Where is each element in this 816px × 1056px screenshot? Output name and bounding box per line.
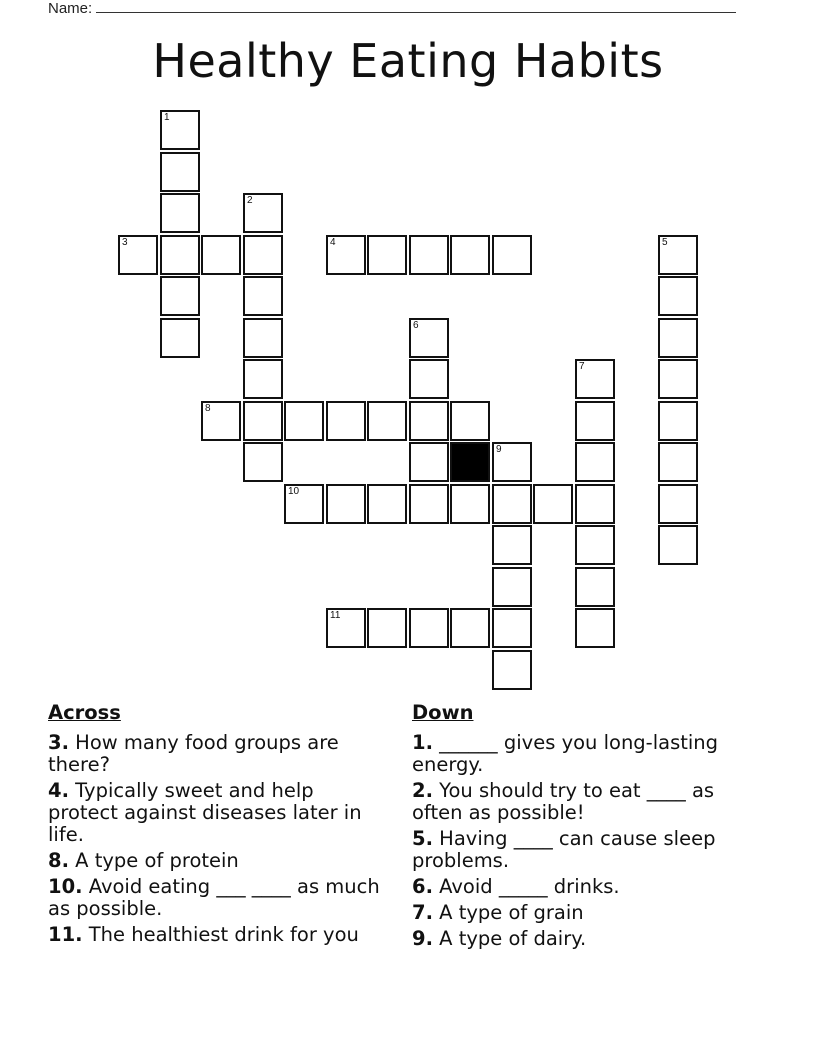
grid-cell[interactable] [658,484,698,524]
grid-cell[interactable] [326,608,366,648]
grid-cell[interactable] [450,608,490,648]
grid-cell[interactable] [367,235,407,275]
clue-number: 4 [330,237,336,248]
name-label: Name: [48,0,93,17]
grid-cell[interactable] [658,401,698,441]
page-title: Healthy Eating Habits [152,34,664,88]
grid-cell[interactable] [575,401,615,441]
clue-down-9: 9. A type of dairy. [412,927,587,950]
clue-across-3: 3. How many food groups are there? [48,731,339,776]
grid-cell[interactable] [367,401,407,441]
grid-cell[interactable] [367,484,407,524]
grid-cell[interactable] [160,235,200,275]
grid-cell[interactable] [492,650,532,690]
grid-cell[interactable] [409,318,449,358]
clue-number: 5 [662,237,668,248]
grid-cell[interactable] [409,235,449,275]
grid-cell[interactable] [409,484,449,524]
grid-cell[interactable] [450,401,490,441]
grid-cell[interactable] [409,442,449,482]
clue-down-5: 5. Having ____ can cause sleep problems. [412,827,716,872]
grid-cell[interactable] [409,401,449,441]
grid-cell[interactable] [243,318,283,358]
grid-cell[interactable] [243,235,283,275]
grid-cell[interactable] [160,152,200,192]
down-clues [412,702,752,954]
grid-cell[interactable] [575,608,615,648]
black-square [450,442,490,482]
grid-cell[interactable] [450,235,490,275]
grid-cell[interactable] [160,110,200,150]
clue-across-8: 8. A type of protein [48,849,239,872]
clue-down-2: 2. You should try to eat ____ as often as possible! [412,779,715,824]
grid-cell[interactable] [160,276,200,316]
grid-cell[interactable] [243,359,283,399]
grid-cell[interactable] [492,484,532,524]
grid-cell[interactable] [492,608,532,648]
grid-cell[interactable] [160,318,200,358]
clue-number: 8 [205,403,211,414]
grid-cell[interactable] [450,484,490,524]
grid-cell[interactable] [326,401,366,441]
clue-number: 7 [579,361,585,372]
grid-cell[interactable] [201,235,241,275]
down-heading: Down [412,701,474,724]
grid-cell[interactable] [243,276,283,316]
across-heading: Across [48,701,121,724]
clue-number: 2 [247,195,253,206]
grid-cell[interactable] [326,484,366,524]
clue-number: 6 [413,320,419,331]
grid-cell[interactable] [160,193,200,233]
grid-cell[interactable] [658,276,698,316]
grid-cell[interactable] [492,567,532,607]
grid-cell[interactable] [201,401,241,441]
grid-cell[interactable] [409,359,449,399]
grid-cell[interactable] [658,359,698,399]
grid-cell[interactable] [284,484,324,524]
clue-down-7: 7. A type of grain [412,901,584,924]
grid-cell[interactable] [575,484,615,524]
clue-across-4: 4. Typically sweet and help protect against diseases later in life. [48,779,362,846]
clue-number: 1 [164,112,170,123]
grid-cell[interactable] [658,442,698,482]
across-clues [48,702,388,950]
clue-number: 11 [330,610,341,621]
clue-across-10: 10. Avoid eating ___ ____ as much as possible. [48,875,380,920]
clue-number: 9 [496,444,502,455]
grid-cell[interactable] [409,608,449,648]
clue-down-1: 1. ______ gives you long-lasting energy. [412,731,719,776]
grid-cell[interactable] [533,484,573,524]
grid-cell[interactable] [367,608,407,648]
grid-cell[interactable] [492,525,532,565]
grid-cell[interactable] [284,401,324,441]
clue-number: 10 [288,486,300,497]
grid-cell[interactable] [243,193,283,233]
grid-cell[interactable] [575,359,615,399]
grid-cell[interactable] [575,567,615,607]
clue-across-11: 11. The healthiest drink for you [48,923,359,946]
grid-cell[interactable] [658,525,698,565]
clue-number: 3 [122,237,128,248]
grid-cell[interactable] [326,235,366,275]
grid-cell[interactable] [492,235,532,275]
clue-down-6: 6. Avoid _____ drinks. [412,875,620,898]
grid-cell[interactable] [243,442,283,482]
grid-cell[interactable] [118,235,158,275]
grid-cell[interactable] [658,235,698,275]
grid-cell[interactable] [243,401,283,441]
grid-cell[interactable] [658,318,698,358]
grid-cell[interactable] [575,525,615,565]
grid-cell[interactable] [575,442,615,482]
grid-cell[interactable] [492,442,532,482]
